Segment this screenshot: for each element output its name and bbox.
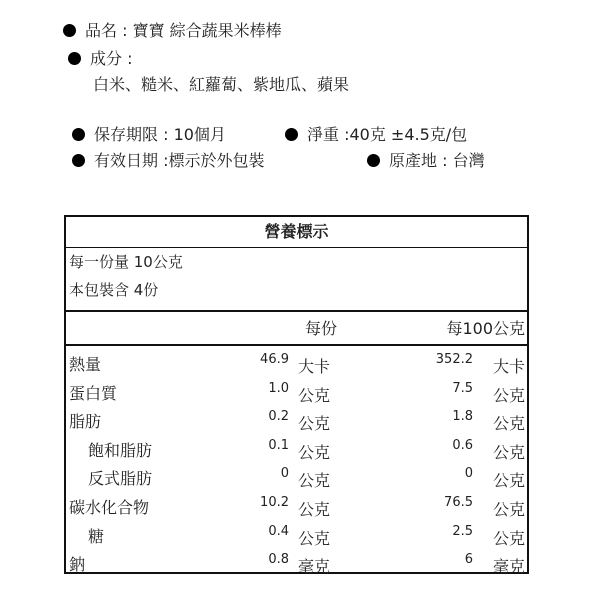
per-serving-value: 10.2 bbox=[260, 494, 289, 510]
per-100g-unit: 大卡 bbox=[492, 357, 525, 376]
per-100g-value: 1.8 bbox=[452, 409, 473, 425]
col-per-serving: 每份 bbox=[304, 319, 337, 338]
table-row bbox=[66, 548, 527, 577]
expiry: 有效日期 :標示於外包裝 bbox=[94, 151, 265, 170]
table-row bbox=[66, 348, 527, 377]
per-100g-value: 2.5 bbox=[452, 523, 473, 539]
nutrient-name: 反式脂肪 bbox=[88, 469, 153, 489]
per-serving-unit: 公克 bbox=[298, 499, 331, 519]
per-serving-value: 0.2 bbox=[268, 409, 289, 425]
per-serving-unit: 公克 bbox=[298, 385, 331, 405]
bullet-icon bbox=[63, 24, 76, 37]
expiry-line bbox=[72, 151, 264, 171]
table-row bbox=[66, 405, 527, 434]
product-name-line bbox=[63, 21, 282, 41]
per-serving-unit: 公克 bbox=[298, 471, 331, 491]
nutrient-name: 脂肪 bbox=[69, 412, 102, 432]
origin: 原產地 : 台灣 bbox=[389, 151, 485, 170]
bullet-icon bbox=[72, 154, 85, 167]
nutrient-name: 熱量 bbox=[69, 355, 102, 374]
per-100g-value: 352.2 bbox=[435, 352, 473, 367]
net-weight-line bbox=[285, 125, 467, 145]
servings-per-pack: 本包裝含 4份 bbox=[69, 281, 159, 299]
ingredients-label: 成分 : bbox=[90, 49, 133, 68]
nutrient-name: 糖 bbox=[88, 526, 105, 546]
col-per-100g: 每100公克 bbox=[446, 319, 525, 338]
serving-size: 每一份量 10公克 bbox=[69, 253, 183, 271]
per-100g-unit: 公克 bbox=[492, 499, 525, 519]
per-100g-unit: 公克 bbox=[492, 528, 525, 548]
nutrient-name: 碳水化合物 bbox=[69, 497, 150, 517]
per-100g-value: 0.6 bbox=[452, 437, 473, 453]
per-serving-value: 46.9 bbox=[260, 352, 289, 367]
table-row bbox=[66, 520, 527, 549]
table-row bbox=[66, 462, 527, 491]
per-serving-unit: 公克 bbox=[298, 528, 331, 548]
shelf-life: 保存期限 : 10個月 bbox=[94, 125, 226, 144]
product-name: 品名 : 寶寶 綜合蔬果米棒棒 bbox=[85, 21, 282, 40]
nutrient-name: 蛋白質 bbox=[69, 383, 118, 403]
per-100g-value: 6 bbox=[464, 552, 473, 568]
per-serving-unit: 公克 bbox=[298, 442, 331, 462]
per-serving-value: 0.8 bbox=[268, 552, 289, 568]
nutrient-rows bbox=[66, 346, 527, 577]
table-row bbox=[66, 491, 527, 520]
shelf-life-line bbox=[72, 125, 226, 145]
nutrition-table bbox=[64, 215, 529, 577]
per-100g-unit: 公克 bbox=[492, 442, 525, 462]
nutrition-title: 營養標示 bbox=[66, 217, 527, 248]
per-serving-unit: 公克 bbox=[298, 414, 331, 434]
ingredients-list: 白米、糙米、紅蘿蔔、紫地瓜、蘋果 bbox=[93, 75, 350, 94]
per-100g-unit: 毫克 bbox=[492, 557, 525, 577]
table-row bbox=[66, 377, 527, 406]
bullet-icon bbox=[68, 52, 81, 65]
nutrient-name: 鈉 bbox=[69, 555, 86, 575]
per-100g-unit: 公克 bbox=[492, 414, 525, 434]
per-serving-value: 1.0 bbox=[268, 380, 289, 396]
serving-info bbox=[66, 248, 527, 312]
per-serving-value: 0.1 bbox=[268, 437, 289, 453]
ingredients-label-line bbox=[68, 49, 132, 69]
per-100g-unit: 公克 bbox=[492, 471, 525, 491]
per-100g-unit: 公克 bbox=[492, 385, 525, 405]
nutrient-name: 飽和脂肪 bbox=[88, 440, 153, 460]
bullet-icon bbox=[72, 128, 85, 141]
per-100g-value: 0 bbox=[464, 466, 473, 482]
per-serving-value: 0.4 bbox=[268, 523, 289, 539]
bullet-icon bbox=[285, 128, 298, 141]
per-100g-value: 76.5 bbox=[444, 494, 473, 510]
net-weight: 淨重 :40克 ±4.5克/包 bbox=[307, 125, 468, 144]
column-headers bbox=[66, 312, 527, 346]
table-row bbox=[66, 434, 527, 463]
per-serving-value: 0 bbox=[280, 466, 289, 482]
origin-line bbox=[367, 151, 485, 171]
per-serving-unit: 毫克 bbox=[298, 557, 331, 577]
per-100g-value: 7.5 bbox=[452, 380, 473, 396]
per-serving-unit: 大卡 bbox=[298, 357, 331, 376]
bullet-icon bbox=[367, 154, 380, 167]
